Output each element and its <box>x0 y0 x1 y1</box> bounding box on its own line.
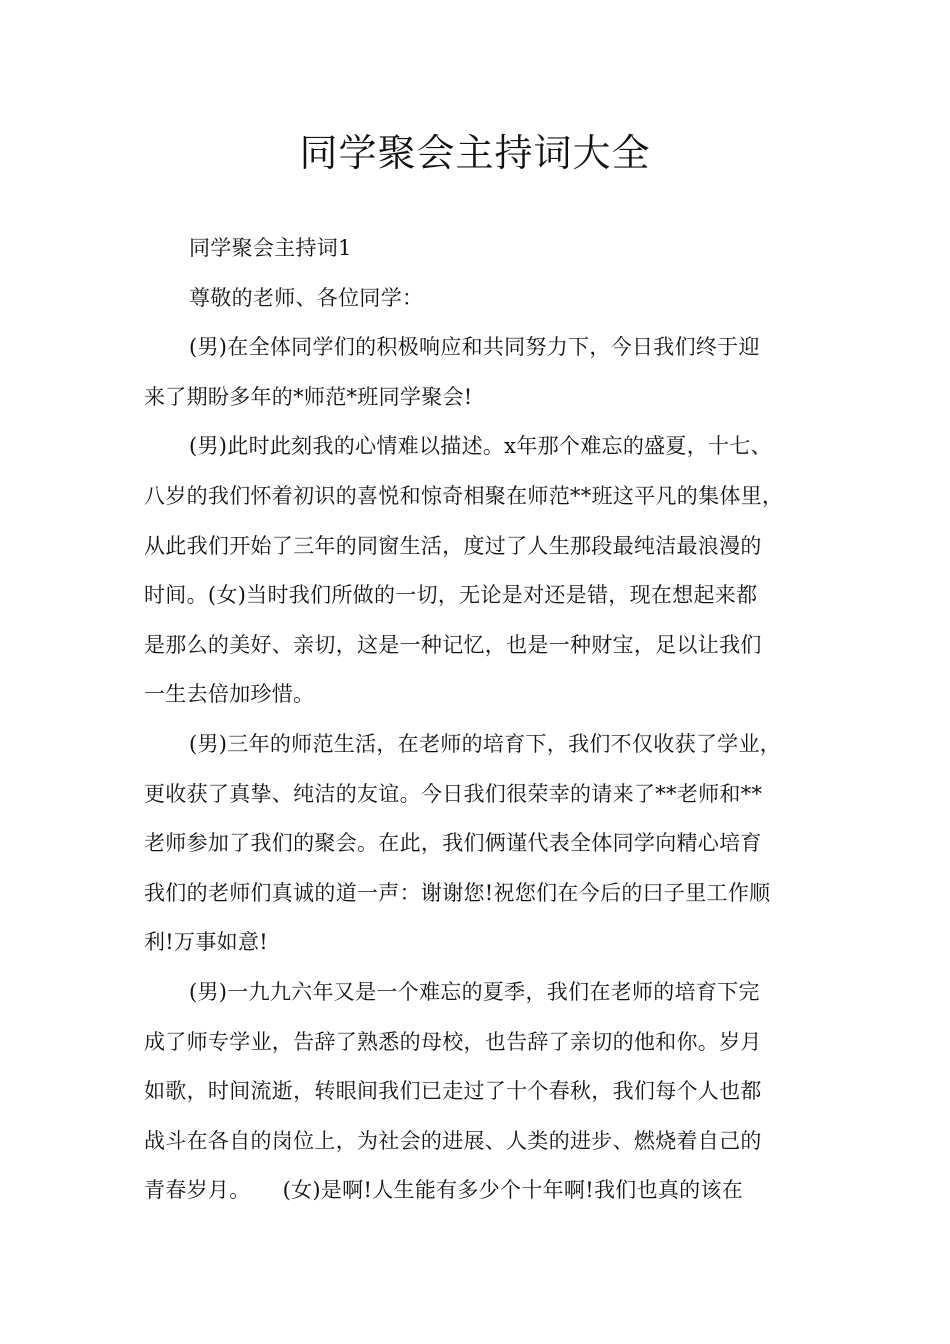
text-line: 同学聚会主持词1 <box>189 236 352 260</box>
text-line: 成了师专学业，告辞了熟悉的母校，也告辞了亲切的他和你。岁月 <box>144 1029 762 1054</box>
text-line: 一生去倍加珍惜。 <box>144 682 315 707</box>
text-line: (男)此时此刻我的心情难以描述。x年那个难忘的盛夏，十七、 <box>189 434 772 459</box>
text-line: 更收获了真挚、纯洁的友谊。今日我们很荣幸的请来了**老师和** <box>144 781 763 806</box>
text-line: 青春岁月。 (女)是啊!人生能有多少个十年啊!我们也真的该在 <box>144 1178 744 1203</box>
text-line: 老师参加了我们的聚会。在此，我们俩谨代表全体同学向精心培育 <box>144 831 762 856</box>
text-line: 时间。(女)当时我们所做的一切，无论是对还是错，现在想起来都 <box>144 583 758 608</box>
text-line: 我们的老师们真诚的道一声：谢谢您!祝您们在今后的曰子里工作顺 <box>144 880 771 905</box>
text-line: 如歌，时间流逝，转眼间我们已走过了十个春秋，我们每个人也都 <box>144 1079 762 1104</box>
text-line: (男)三年的师范生活，在老师的培育下，我们不仅收获了学业， <box>189 731 782 756</box>
text-line: 战斗在各自的岗位上，为社会的进展、人类的进步、燃烧着自己的 <box>144 1128 762 1153</box>
text-line: 八岁的我们怀着初识的喜悦和惊奇相聚在师范**班这平凡的集体里， <box>144 483 784 508</box>
text-line: 从此我们开始了三年的同窗生活，度过了人生那段最纯洁最浪漫的 <box>144 533 762 558</box>
document-title: 同学聚会主持词大全 <box>299 131 651 175</box>
text-line: 来了期盼多年的*师范*班同学聚会! <box>144 384 473 409</box>
text-line: (男)在全体同学们的积极响应和共同努力下，今日我们终于迎 <box>189 335 760 360</box>
text-line: 利!万事如意! <box>144 930 268 955</box>
text-line: (男)一九九六年又是一个难忘的夏季，我们在老师的培育下完 <box>189 979 760 1004</box>
text-line: 是那么的美好、亲切，这是一种记忆，也是一种财宝，足以让我们 <box>144 632 762 657</box>
document-body <box>144 224 824 1216</box>
text-line: 尊敬的老师、各位同学： <box>189 285 424 310</box>
